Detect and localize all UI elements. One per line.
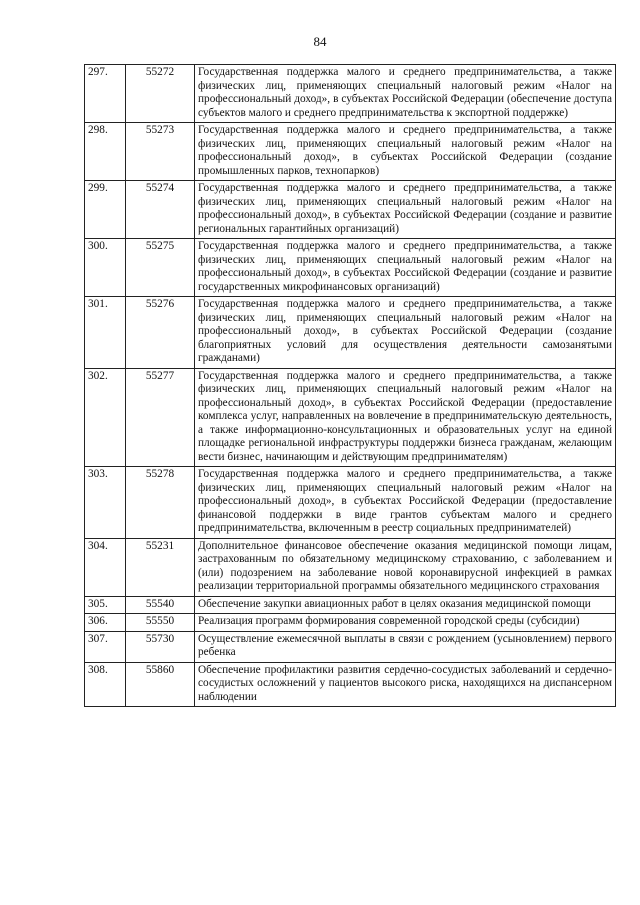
table-row (85, 538, 616, 596)
row-code: 55275 (126, 239, 195, 297)
row-number: 307. (85, 631, 126, 662)
row-description: Обеспечение закупки авиационных работ в целях оказания медицинской помощи (195, 596, 616, 614)
row-code: 55274 (126, 181, 195, 239)
row-code: 55231 (126, 538, 195, 596)
table-body (85, 65, 616, 707)
row-description: Дополнительное финансовое обеспечение оказания медицинской помощи лицам, застрахованным по обязательному медицинскому страхованию, с заболеванием и (или) подозрением на заболевание новой коронавирусной инфекцией в рамках реализации территориальной программы обязательного медицинского страхования (195, 538, 616, 596)
row-description: Государственная поддержка малого и среднего предпринимательства, а также физических лиц, применяющих специальный налоговый режим «Налог на профессиональный доход», в субъектах Российской Федерации (создание и развитие государственных микрофинансовых организаций) (195, 239, 616, 297)
row-description: Государственная поддержка малого и среднего предпринимательства, а также физических лиц, применяющих специальный налоговый режим «Налог на профессиональный доход», в субъектах Российской Федерации (создание благоприятных условий для осуществления деятельности самозанятыми гражданами) (195, 297, 616, 369)
table-row (85, 65, 616, 123)
row-number: 304. (85, 538, 126, 596)
row-code: 55730 (126, 631, 195, 662)
row-description: Государственная поддержка малого и среднего предпринимательства, а также физических лиц, применяющих специальный налоговый режим «Налог на профессиональный доход», в субъектах Российской Федерации (обеспечение доступа субъектов малого и среднего предпринимательства к экспортной поддержке) (195, 65, 616, 123)
table-row (85, 123, 616, 181)
table-row (85, 297, 616, 369)
row-number: 300. (85, 239, 126, 297)
row-number: 299. (85, 181, 126, 239)
budget-codes-table (84, 64, 616, 707)
row-description: Реализация программ формирования современной городской среды (субсидии) (195, 614, 616, 632)
row-description: Государственная поддержка малого и среднего предпринимательства, а также физических лиц, применяющих специальный налоговый режим «Налог на профессиональный доход», в субъектах Российской Федерации (предоставление финансовой поддержки в виде грантов субъектам малого и среднего предпринимательства, включенным в реестр социальных предпринимателей) (195, 467, 616, 539)
row-code: 55276 (126, 297, 195, 369)
row-number: 301. (85, 297, 126, 369)
table-row (85, 596, 616, 614)
row-code: 55277 (126, 368, 195, 467)
table-row (85, 467, 616, 539)
row-number: 303. (85, 467, 126, 539)
row-code: 55540 (126, 596, 195, 614)
row-number: 302. (85, 368, 126, 467)
row-number: 308. (85, 662, 126, 707)
row-code: 55278 (126, 467, 195, 539)
row-code: 55273 (126, 123, 195, 181)
row-number: 298. (85, 123, 126, 181)
row-code: 55550 (126, 614, 195, 632)
page-number: 84 (313, 34, 327, 49)
row-code: 55860 (126, 662, 195, 707)
row-number: 306. (85, 614, 126, 632)
row-description: Государственная поддержка малого и среднего предпринимательства, а также физических лиц, применяющих специальный налоговый режим «Налог на профессиональный доход», в субъектах Российской Федерации (предоставление комплекса услуг, направленных на вовлечение в предпринимательскую деятельность, а также информационно-консультационных и образовательных услуг на единой площадке региональной инфраструктуры поддержки бизнеса гражданам, желающим вести бизнес, начинающим и действующим предпринимателям) (195, 368, 616, 467)
row-description: Осуществление ежемесячной выплаты в связи с рождением (усыновлением) первого ребенка (195, 631, 616, 662)
row-description: Государственная поддержка малого и среднего предпринимательства, а также физических лиц, применяющих специальный налоговый режим «Налог на профессиональный доход», в субъектах Российской Федерации (создание и развитие региональных гарантийных организаций) (195, 181, 616, 239)
table-row (85, 181, 616, 239)
table-row (85, 368, 616, 467)
row-description: Государственная поддержка малого и среднего предпринимательства, а также физических лиц, применяющих специальный налоговый режим «Налог на профессиональный доход», в субъектах Российской Федерации (создание промышленных парков, технопарков) (195, 123, 616, 181)
table-row (85, 662, 616, 707)
row-number: 305. (85, 596, 126, 614)
row-code: 55272 (126, 65, 195, 123)
table-row (85, 631, 616, 662)
table-row (85, 239, 616, 297)
row-description: Обеспечение профилактики развития сердечно-сосудистых заболеваний и сердечно-сосудистых осложнений у пациентов высокого риска, находящихся на диспансерном наблюдении (195, 662, 616, 707)
table-row (85, 614, 616, 632)
row-number: 297. (85, 65, 126, 123)
